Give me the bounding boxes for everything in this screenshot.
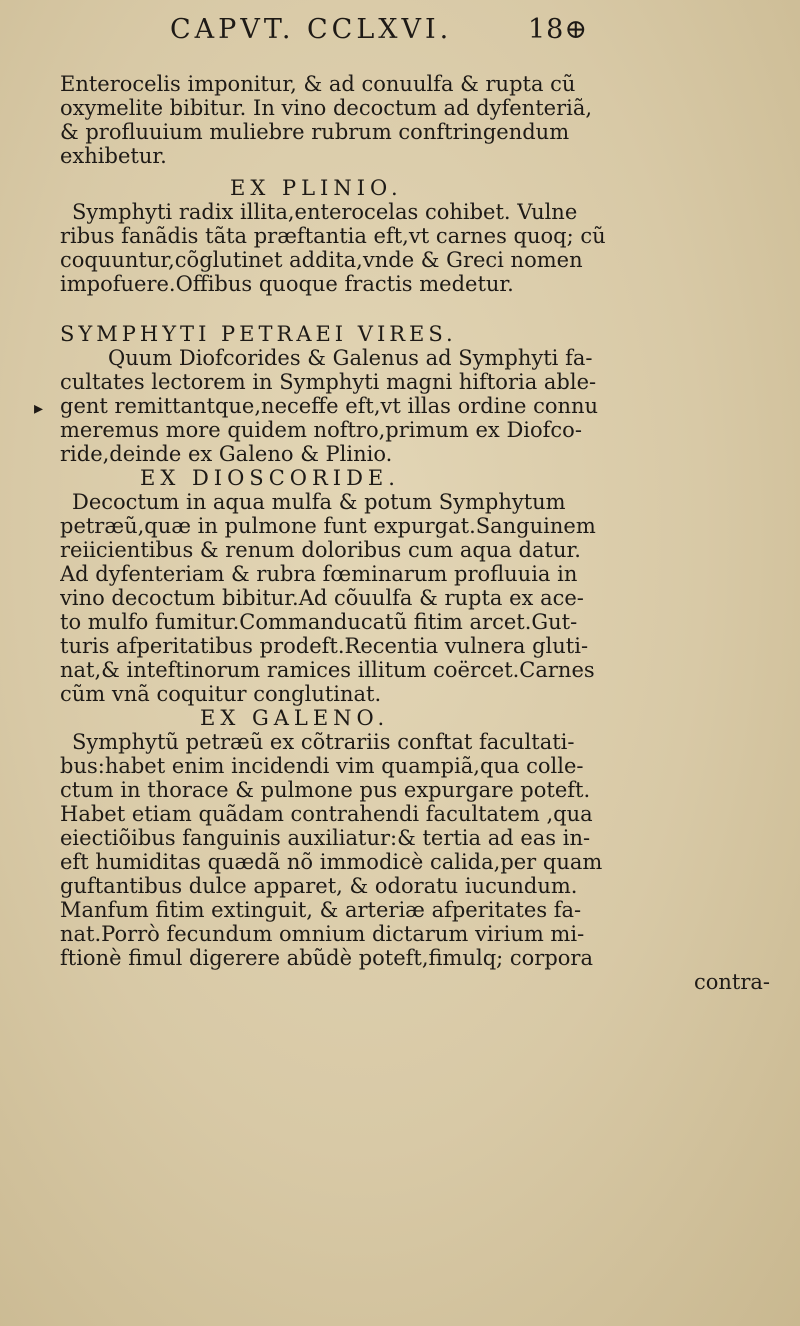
text-line: Symphyti radix illita,enterocelas cohibet. Vulne [72, 200, 578, 224]
text-line: Symphytũ petræũ ex cõtrariis conftat facultati- [72, 730, 575, 754]
text-block [60, 72, 780, 994]
text-line: & profluuium muliebre rubrum conftringendum [60, 120, 570, 144]
text-line: ribus fanãdis tãta præftantia eft,vt carnes quoq; cũ [60, 224, 606, 248]
section-heading-dioscoride: EX DIOSCORIDE. [140, 466, 400, 490]
text-line: exhibetur. [60, 144, 167, 168]
section-heading-plinius: EX PLINIO. [230, 176, 403, 200]
text-line: ftionè fimul digerere abũdè poteft,fimulq; corpora [60, 946, 593, 970]
text-line: gent remittantque,neceffe eft,vt illas ordine connu [60, 394, 599, 418]
text-line: Manfum fitim extinguit, & arteriæ afperitates fa- [60, 898, 582, 922]
text-line: bus:habet enim incidendi vim quampiã,qua colle- [60, 754, 584, 778]
text-line: Quum Diofcorides & Galenus ad Symphyti fa- [108, 346, 593, 370]
text-line: to mulfo fumitur.Commanducatũ fitim arcet.Gut- [60, 610, 578, 634]
text-line: vino decoctum bibitur.Ad cõuulfa & rupta ex ace- [60, 586, 584, 610]
text-line: Ad dyfenteriam & rubra fœminarum profluuia in [60, 562, 578, 586]
text-line: eft humiditas quædã nõ immodicè calida,per quam [60, 850, 603, 874]
text-line: Habet etiam quãdam contrahendi facultatem ,qua [60, 802, 593, 826]
text-line: meremus more quidem noftro,primum ex Diofco- [60, 418, 582, 442]
text-line: ride,deinde ex Galeno & Plinio. [60, 442, 393, 466]
text-line: cultates lectorem in Symphyti magni hiftoria able- [60, 370, 597, 394]
text-line: ctum in thorace & pulmone pus expurgare poteft. [60, 778, 591, 802]
text-line: Decoctum in aqua mulfa & potum Symphytum [72, 490, 566, 514]
text-line: nat,& inteftinorum ramices illitum coërcet.Carnes [60, 658, 595, 682]
text-line: eiectiõibus fanguinis auxiliatur:& tertia ad eas in- [60, 826, 591, 850]
text-line: cũm vnã coquitur conglutinat. [60, 682, 382, 706]
text-line: petræũ,quæ in pulmone funt expurgat.Sanguinem [60, 514, 596, 538]
text-line: turis afperitatibus prodeft.Recentia vulnera gluti- [60, 634, 589, 658]
text-line: reiicientibus & renum doloribus cum aqua datur. [60, 538, 581, 562]
text-line: guftantibus dulce apparet, & odoratu iucundum. [60, 874, 578, 898]
catchword: contra- [693, 970, 770, 994]
folio-number: 18⊕ [528, 14, 588, 45]
text-line: Enterocelis imponitur, & ad conuulfa & rupta cũ [60, 72, 576, 96]
text-line: nat.Porrò fecundum omnium dictarum virium mi- [60, 922, 585, 946]
marginal-mark: ▸ [34, 398, 44, 419]
text-line: oxymelite bibitur. In vino decoctum ad dyfenteriã, [60, 96, 593, 120]
section-heading-vires: SYMPHYTI PETRAEI VIRES. [60, 322, 457, 346]
chapter-title: CAPVT. CCLXVI. [170, 14, 453, 45]
text-line: impofuere.Offibus quoque fractis medetur. [60, 272, 514, 296]
section-heading-galeno: EX GALENO. [200, 706, 390, 730]
text-line: coquuntur,cõglutinet addita,vnde & Greci nomen [60, 248, 583, 272]
spacer [60, 296, 780, 322]
